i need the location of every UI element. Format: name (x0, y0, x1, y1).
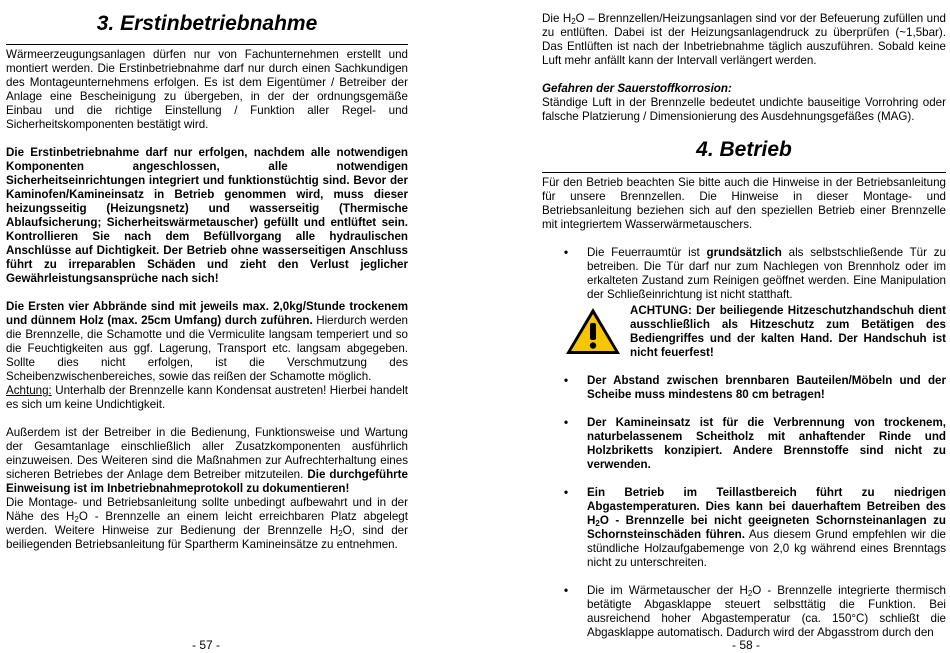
list-item-text: O - Brennzelle integrierte thermisch betätigte Abgasklappe steuert selbsttätig die Funktion. Bei ausreichend hoher Abgastemperatur (ca. 150°C) schließt die Abgasklappe automatisch. Dadurch wird der Abgasstrom durch den (587, 584, 946, 639)
danger-heading: Gefahren der Sauerstoffkorrosion: (542, 82, 732, 95)
subscript-2: 2 (74, 515, 79, 524)
danger-text: Ständige Luft in der Brennzelle bedeutet undichte bauseitige Vorrohring oder falsche Platzierung / Dimensionierung des Ausdehnungsgefäßes (MAG). (542, 96, 946, 123)
section-title-betrieb: 4. Betrieb (696, 138, 792, 161)
list-item-bold: grundsätzlich (706, 246, 782, 259)
warning-text: ACHTUNG: Der beiliegende Hitzeschutzhandschuh dient ausschließlich als Hitzeschutz zum Betätigen des Bediengriffes und der kalten Hand. Der Handschuh ist nicht feuerfest! (630, 304, 946, 359)
achtung-label: Achtung: (6, 384, 52, 397)
betrieb-list-continued (542, 374, 946, 640)
intro-venting-paragraph (542, 12, 946, 68)
list-item (542, 584, 946, 640)
venting-text-a: Die H (542, 12, 572, 25)
betrieb-list (542, 246, 946, 302)
section-title-erstinbetriebnahme: 3. Erstinbetriebnahme (96, 12, 318, 35)
list-item (542, 416, 946, 472)
list-item-text: Der Kamineinsatz ist für die Verbrennung von trockenem, naturbelassenem Scheitholz mit anhaftender Rinde und Holzbriketts konzipiert. Andere Brennstoffe sind nicht zu verwenden. (587, 416, 946, 471)
bullet-icon: • (564, 486, 569, 499)
paragraph-1: Wärmeerzeugungsanlagen dürfen nur von Fachunternehmen erstellt und montiert werden. Die Erstinbetriebnahme darf nur durch einen Sachkundigen des Montageunternehmens erfolgen. Es ist dem Eigentümer / Betreiber der Anlage eine Bescheinigung zu übergeben, in der der ordnungsgemäße Einbau und die richtige Einstellung / Funktion aller Regel- und Sicherheitskomponenten bestätigt wird. (6, 48, 408, 131)
paragraph-3 (6, 300, 408, 412)
subscript-2: 2 (571, 17, 576, 26)
list-item-text: Die Feuerraumtür ist (587, 246, 707, 259)
left-page (6, 0, 408, 653)
paragraph-3-text: Hierdurch werden die Brennzelle, die Schamotte und die Vermiculite langsam temperiert und so die Feuchtigkeiten aus ggf. Lagerung, Transport etc. langsam abgegeben. Sollte dies nicht erfolgen, ist die Verschmutzung des Scheibenzwischenbereiches, sowie das reißen der Schamotte möglich. (6, 314, 408, 383)
page-number: - 57 - (192, 638, 221, 652)
venting-text-b: O – Brennzellen/Heizungsanlagen sind vor der Befeuerung zufüllen und zu entlüften. Dabei ist der Heizungsanlagendruck zu überprüfen (~1,5bar). Das Entlüften ist nach der Inbetriebnahme täglich auszuführen. Sobald keine Luft mehr anfällt kann der Intervall verlängert werden. (542, 12, 946, 67)
paragraph-4-bold: Die durchgeführte Einweisung ist im Inbetriebnahmeprotokoll zu dokumentieren! (6, 468, 408, 495)
list-item-bold: Ein Betrieb im Teillastbereich führt zu niedrigen Abgastemperaturen. Dies kann bei dauerhaftem Betreiben des H (587, 486, 946, 527)
list-item-text: Die im Wärmetauscher der H (587, 584, 748, 597)
list-item (542, 246, 946, 302)
bullet-icon: • (564, 584, 569, 597)
warning-triangle-icon (564, 306, 622, 356)
title-rule (6, 44, 408, 45)
achtung-text: Unterhalb der Brennzelle kann Kondensat austreten! Hierbei handelt es sich um keine Undichtigkeit. (6, 384, 408, 411)
subscript-2: 2 (595, 519, 600, 528)
list-item (542, 374, 946, 402)
right-page (542, 0, 946, 653)
paragraph-4 (6, 426, 408, 496)
subscript-2: 2 (747, 589, 753, 598)
page-number: - 58 - (732, 638, 761, 652)
title-rule (542, 172, 946, 173)
paragraph-5 (6, 496, 408, 552)
subscript-2: 2 (338, 529, 343, 538)
betrieb-intro: Für den Betrieb beachten Sie bitte auch die Hinweise in der Betriebsanleitung für unsere Brennzellen. Die Hinweise in dieser Montage- und Betriebsanleitung beziehen sich auf den speziellen Betrieb einer Brennzelle mit integriertem Wasserwärmetauschers. (542, 176, 946, 231)
paragraph-5-a: Die Montage- und Betriebsanleitung sollte unbedingt aufbewahrt und in der Nähe des H (6, 496, 408, 523)
paragraph-5-c: O, sind der beiliegenden Betriebsanleitung für Spartherm Kamineinsätze zu entnehmen. (6, 524, 408, 551)
bullet-icon: • (564, 374, 569, 387)
list-item-text: Der Abstand zwischen brennbaren Bauteilen/Möbeln und der Scheibe muss mindestens 80 cm betragen! (587, 374, 946, 401)
paragraph-5-b: O - Brennzelle an einem leicht erreichbaren Platz abgelegt werden. Weitere Hinweise zur Bedienung der Brennzelle H (6, 510, 408, 537)
bullet-icon: • (564, 246, 569, 259)
paragraph-2: Die Erstinbetriebnahme darf nur erfolgen, nachdem alle notwendigen Komponenten angeschlossen, alle notwendigen Sicherheitseinrichtungen integriert und funktionstüchtig sind. Bevor der Kaminofen/Kamineinsatz in Betrieb genommen wird, muss dieser heizungsseitig (Heizungsnetz) und wasserseitig (Thermische Ablaufsicherung; Sicherheitswärmetauscher) gefüllt und entlüftet sein. Kontrollieren Sie nach dem Befüllvorgang alle hydraulischen Anschlüsse auf Dichtigkeit. Der Betrieb ohne wasserseitigen Anschluss führt zu irreparablen Schäden und zieht den Verlust jeglicher Gewährleistungsansprüche nach sich! (6, 146, 408, 285)
paragraph-4-text: Außerdem ist der Betreiber in die Bedienung, Funktionsweise und Wartung der Gesamtanlage einschließlich aller Zusatzkomponenten ausführlich einzuweisen. Des Weiteren sind die Maßnahmen zur Aufrechterhaltung eines sicheren Betriebes der Anlage dem Betreiber mitzuteilen. (6, 426, 408, 481)
warning-block (564, 304, 946, 360)
list-item-bold: O - Brennzelle bei nicht geeigneten Schornsteinanlagen zu Schornsteinschäden führen. (587, 514, 946, 541)
list-item-text: Aus diesem Grund empfehlen wir die stündliche Holzaufgabemenge von 2,0 kg während eines Brenntags nicht zu unterschreiten. (587, 528, 947, 569)
list-item (542, 486, 946, 570)
paragraph-3-bold: Die Ersten vier Abbrände sind mit jeweils max. 2,0kg/Stunde trockenem und dünnem Holz (max. 25cm Umfang) durch zuführen. (6, 300, 408, 327)
list-item-text: als selbstschließende Tür zu betreiben. Die Tür darf nur zum Nachlegen von Brennholz oder im erkalteten Zustand zum Reinigen geöffnet werden. Eine Manipulation der Schließeinrichtung ist nicht statthaft. (587, 246, 946, 301)
bullet-icon: • (564, 416, 569, 429)
